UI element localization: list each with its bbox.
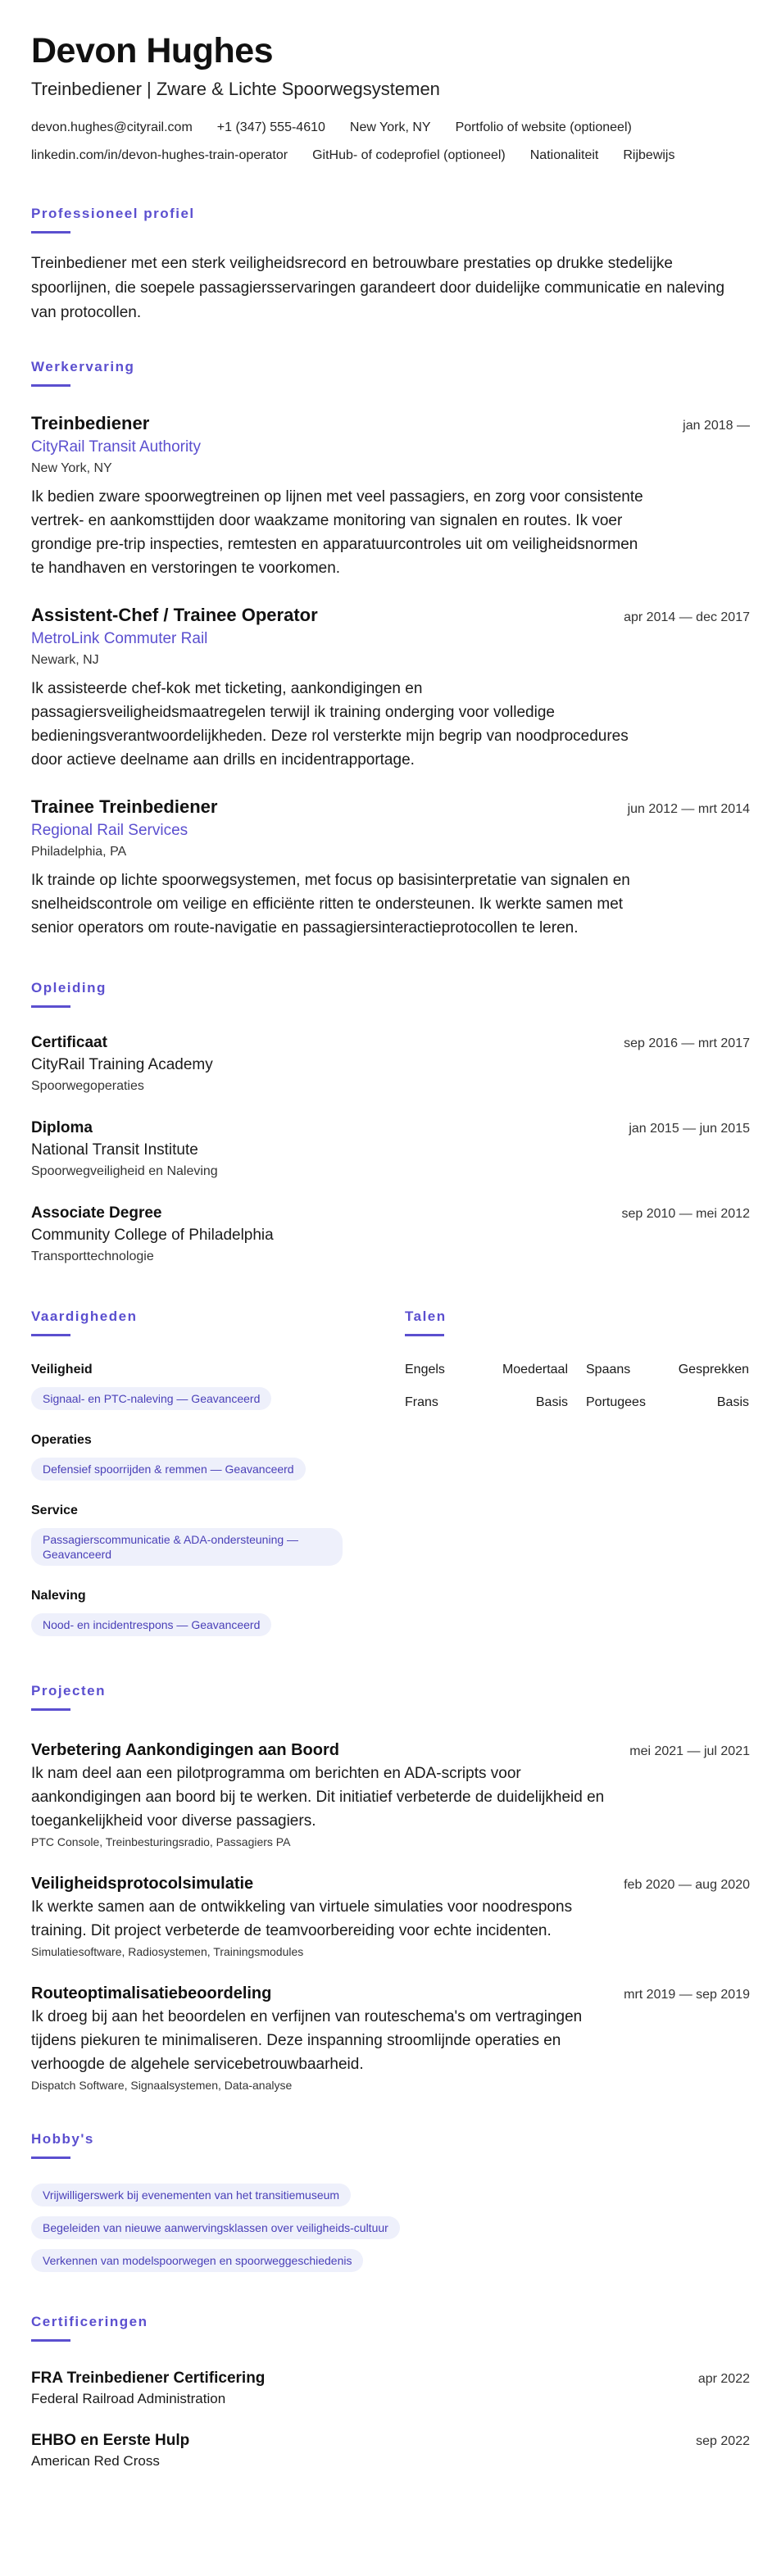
section-divider [405, 1334, 444, 1336]
job-title: Treinbediener [31, 413, 150, 433]
section-divider [31, 1334, 70, 1336]
section-heading: Professioneel profiel [31, 206, 195, 221]
project-description: Ik werkte samen aan de ontwikkeling van virtuele simulaties voor noodrespons training. Dit project verbeterde de teamvoorbereiding voor echte incidenten. [31, 1898, 573, 1939]
skills-section [31, 1308, 374, 1636]
project-title: Veiligheidsprotocolsimulatie [31, 1875, 254, 1893]
education-school: Community College of Philadelphia [31, 1227, 274, 1244]
skill-category: Veiligheid [31, 1363, 93, 1376]
skill-group [31, 1431, 374, 1481]
project-date: feb 2020 — aug 2020 [624, 1878, 750, 1892]
language-name: Engels [405, 1363, 445, 1376]
skill-chip: Defensief spoorrijden & remmen — Geavanceerd [31, 1458, 306, 1481]
language-list [405, 1361, 749, 1412]
project-date: mrt 2019 — sep 2019 [624, 1988, 750, 2002]
project-tools: Simulatiesoftware, Radiosystemen, Trainingsmodules [31, 1945, 304, 1958]
language-level: Basis [535, 1395, 568, 1409]
certification-name: EHBO en Eerste Hulp [31, 2432, 190, 2449]
skill-category: Service [31, 1503, 78, 1517]
hobby-chip: Verkennen van modelspoorwegen en spoorweggeschiedenis [31, 2249, 363, 2272]
language-item [586, 1394, 749, 1412]
education-date: sep 2010 — mei 2012 [621, 1207, 750, 1221]
education-field: Transporttechnologie [31, 1249, 154, 1263]
job-entry [31, 411, 750, 580]
education-date: jan 2015 — jun 2015 [629, 1122, 750, 1136]
project-entry [31, 1982, 750, 2094]
education-section [31, 979, 750, 1267]
certification-entry [31, 2368, 750, 2409]
hobby-chip: Begeleiden van nieuwe aanwervingsklassen over veiligheids-cultuur [31, 2216, 400, 2239]
section-divider [31, 384, 70, 387]
education-degree: Diploma [31, 1119, 93, 1136]
project-description: Ik nam deel aan een pilotprogramma om berichten en ADA-scripts voor aankondigingen aan boord bij te werken. Dit initiatief verbeterde de duidelijkheid en toegankelijkheid voor diverse passagiers. [31, 1765, 605, 1830]
project-title: Routeoptimalisatiebeoordeling [31, 1984, 272, 2002]
education-school: National Transit Institute [31, 1141, 198, 1159]
contact-nationality: Nationaliteit [529, 148, 599, 162]
language-name: Frans [405, 1395, 438, 1409]
job-location: Newark, NJ [31, 653, 99, 667]
certification-name: FRA Treinbediener Certificering [31, 2370, 266, 2387]
profile-summary: Treinbediener met een sterk veiligheidsrecord en betrouwbare prestaties op drukke stedelijke spoorlijnen, die soepele passagiersservaringen garandeert door duidelijke communicatie en naleving van protocollen. [31, 255, 725, 321]
contact-email: devon.hughes@cityrail.com [31, 120, 193, 134]
skill-chip: Nood- en incidentrespons — Geavanceerd [31, 1613, 271, 1636]
certification-date: apr 2022 [697, 2372, 750, 2386]
skill-group [31, 1587, 374, 1636]
contact-location: New York, NY [349, 120, 431, 134]
skill-chip: Passagierscommunicatie & ADA-ondersteuning — Geavanceerd [31, 1528, 343, 1566]
education-entry [31, 1203, 750, 1267]
education-entry [31, 1118, 750, 1181]
section-divider [31, 2339, 70, 2342]
certification-entry [31, 2430, 750, 2471]
languages-section [405, 1308, 749, 1636]
projects-section [31, 1682, 750, 2094]
contact-portfolio: Portfolio of website (optioneel) [455, 120, 632, 134]
hobbies-section [31, 2130, 750, 2272]
job-company: MetroLink Commuter Rail [31, 630, 208, 647]
job-entry [31, 795, 750, 940]
project-tools: PTC Console, Treinbesturingsradio, Passagiers PA [31, 1835, 291, 1848]
certifications-section [31, 2313, 750, 2471]
language-level: Moedertaal [502, 1363, 568, 1376]
contact-phone: +1 (347) 555-4610 [216, 120, 325, 134]
contact-list [31, 120, 687, 164]
language-item [405, 1394, 568, 1412]
section-heading: Hobby's [31, 2131, 94, 2147]
certification-issuer: American Red Cross [31, 2453, 160, 2469]
language-name: Spaans [586, 1363, 631, 1376]
project-description: Ik droeg bij aan het beoordelen en verfijnen van routeschema's om vertragingen tijdens piekuren te minimaliseren. Deze inspanning stroomlijnde operaties en verhoogde de algehele servicebetrouwbaarheid. [31, 2008, 583, 2073]
language-level: Gesprekken [678, 1363, 749, 1376]
job-description: Ik assisteerde chef-kok met ticketing, aankondigingen en passagiersveiligheidsmaatregelen terwijl ik training onderging voor volledige bedieningsverantwoordelijkheden. Deze rol versterkte mijn begrip van noodprocedures door actieve deelname aan drills en incidentrapportage. [31, 680, 629, 769]
certification-issuer: Federal Railroad Administration [31, 2391, 226, 2406]
education-entry [31, 1032, 750, 1096]
hobby-list [31, 2174, 750, 2272]
section-heading: Vaardigheden [31, 1308, 138, 1324]
education-degree: Associate Degree [31, 1204, 162, 1222]
candidate-name: Devon Hughes [31, 31, 274, 70]
contact-github: GitHub- of codeprofiel (optioneel) [312, 148, 506, 162]
education-date: sep 2016 — mrt 2017 [624, 1036, 750, 1050]
candidate-title: Treinbediener | Zware & Lichte Spoorwegsystemen [31, 79, 440, 99]
skills-languages-row [31, 1308, 750, 1636]
section-heading: Talen [405, 1308, 447, 1324]
project-title: Verbetering Aankondigingen aan Boord [31, 1741, 339, 1759]
job-location: Philadelphia, PA [31, 845, 127, 859]
project-date: mei 2021 — jul 2021 [629, 1744, 750, 1758]
job-entry [31, 603, 750, 772]
language-item [405, 1361, 568, 1379]
job-company: Regional Rail Services [31, 822, 188, 839]
section-divider [31, 1005, 70, 1008]
skill-category: Operaties [31, 1433, 92, 1447]
language-level: Basis [716, 1395, 749, 1409]
language-item [586, 1361, 749, 1379]
job-company: CityRail Transit Authority [31, 438, 201, 456]
job-date: jun 2012 — mrt 2014 [627, 802, 750, 816]
job-title: Trainee Treinbediener [31, 796, 218, 817]
contact-license: Rijbewijs [623, 148, 675, 162]
job-location: New York, NY [31, 461, 112, 475]
section-divider [31, 1708, 70, 1711]
job-date: jan 2018 — [683, 419, 750, 433]
section-heading: Certificeringen [31, 2314, 148, 2329]
certification-date: sep 2022 [696, 2434, 750, 2448]
skill-chip: Signaal- en PTC-naleving — Geavanceerd [31, 1387, 271, 1410]
project-entry [31, 1739, 750, 1851]
education-school: CityRail Training Academy [31, 1056, 213, 1073]
education-degree: Certificaat [31, 1034, 107, 1051]
project-entry [31, 1872, 750, 1961]
job-description: Ik trainde op lichte spoorwegsystemen, met focus op basisinterpretatie van signalen en snelheidscontrole om veilige en efficiënte ritten te ondersteunen. Ik werkte samen met senior operators om route-navigatie en passagiersinteractieprotocollen te leren. [31, 872, 630, 937]
language-name: Portugees [586, 1395, 646, 1409]
skill-category: Naleving [31, 1589, 86, 1603]
experience-section [31, 358, 750, 940]
section-heading: Opleiding [31, 980, 107, 995]
education-field: Spoorwegoperaties [31, 1079, 144, 1093]
profile-section [31, 205, 750, 325]
section-heading: Projecten [31, 1683, 106, 1698]
skill-group [31, 1502, 374, 1566]
skill-group [31, 1361, 374, 1410]
job-title: Assistent-Chef / Trainee Operator [31, 605, 318, 625]
hobby-chip: Vrijwilligerswerk bij evenementen van het transitiemuseum [31, 2184, 351, 2206]
resume-header [31, 29, 750, 164]
education-field: Spoorwegveiligheid en Naleving [31, 1164, 218, 1178]
contact-linkedin: linkedin.com/in/devon-hughes-train-operator [31, 148, 288, 162]
section-divider [31, 231, 70, 234]
job-date: apr 2014 — dec 2017 [624, 610, 750, 624]
section-heading: Werkervaring [31, 359, 135, 374]
project-tools: Dispatch Software, Signaalsystemen, Data-analyse [31, 2079, 293, 2092]
job-description: Ik bedien zware spoorwegtreinen op lijnen met veel passagiers, en zorg voor consistente vertrek- en aankomsttijden door waakzame monitoring van signalen en routes. Ik voer grondige pre-trip inspecties, remtesten en apparatuurcontroles uit om veiligheidsnormen te handhaven en verstoringen te voorkomen. [31, 488, 643, 577]
section-divider [31, 2156, 70, 2159]
